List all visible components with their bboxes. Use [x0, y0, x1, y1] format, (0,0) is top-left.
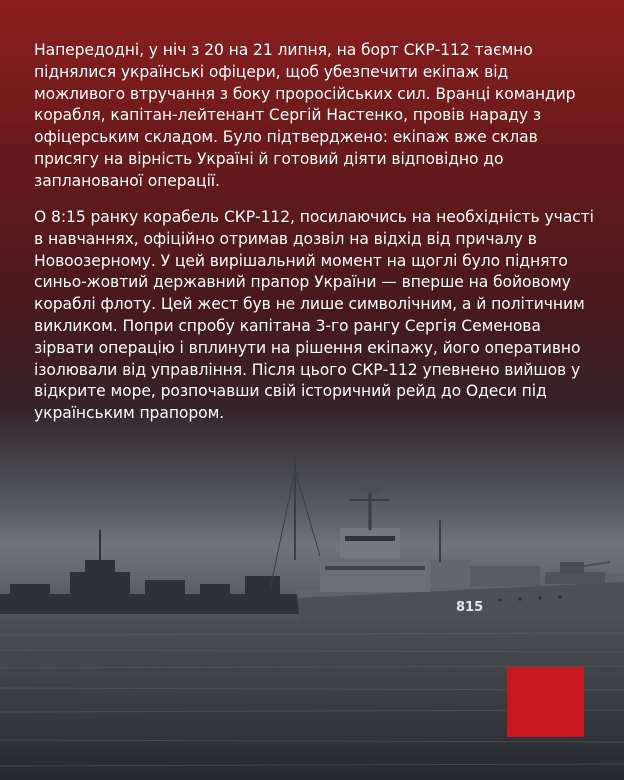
article-paragraph-1: Напередодні, у ніч з 20 на 21 липня, на борт СКР-112 таємно піднялися українські офіцери, щоб убезпечити екіпаж від можливого втручання з боку проросійських сил. Вранці командир корабля, капітан-лейтенант Сергій Настенко, провів нараду з офіцерським складом. Було підтверджено: екіпаж вже склав присягу на вірність Україні й готовий діяти відповідно до запланованої операції. [34, 41, 576, 190]
hull-number: 815 [456, 600, 484, 615]
distant-ships [0, 530, 310, 614]
red-square-accent [507, 667, 584, 737]
article-paragraph-2: О 8:15 ранку корабель СКР-112, посилаючись на необхідність участі в навчаннях, офіційно отримав дозвіл на відхід від причалу в Новоозерному. У цей вирішальний момент на щоглі було піднято синьо-жовтий державний прапор України — вперше на бойовому кораблі флоту. Цей жест був не лише символічним, а й політичним викликом. Попри спробу капітана 3-го рангу Сергія Семенова зірвати операцію і вплинути на рішення екіпажу, його оперативно ізолювали від управління. Після цього СКР-112 упевнено вийшов у відкрите море, розпочавши свій історичний рейд до Одеси під українським прапором. [34, 208, 594, 423]
warship [270, 455, 624, 624]
